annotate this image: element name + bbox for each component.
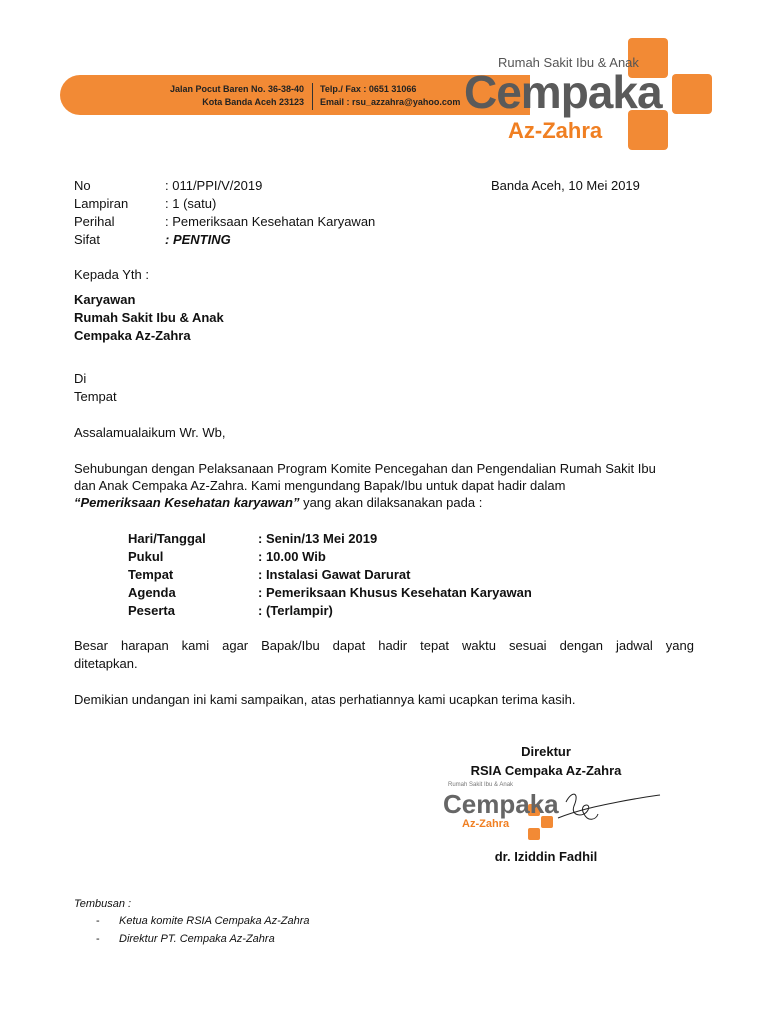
tembusan-bullet-2: - bbox=[96, 933, 100, 945]
tempat-label: Tempat bbox=[128, 567, 174, 582]
brand-subname: Az-Zahra bbox=[508, 118, 603, 143]
peserta-label: Peserta bbox=[128, 603, 175, 618]
no-value: : 011/PPI/V/2019 bbox=[165, 178, 263, 193]
sifat-label: Sifat bbox=[74, 232, 101, 247]
perihal-label: Perihal bbox=[74, 214, 115, 229]
stamp-brand-name: Cempaka bbox=[443, 789, 559, 819]
letterhead-divider bbox=[312, 83, 313, 110]
tembusan-bullet-1: - bbox=[96, 915, 100, 927]
lampiran-value: : 1 (satu) bbox=[165, 196, 217, 211]
sifat-value: : PENTING bbox=[165, 232, 231, 247]
para1-line-3 bbox=[74, 494, 482, 512]
tembusan-item-2: Direktur PT. Cempaka Az-Zahra bbox=[119, 933, 275, 945]
para2-line-2: ditetapkan. bbox=[74, 656, 138, 671]
peserta-value: : (Terlampir) bbox=[258, 603, 333, 618]
letterhead-contact bbox=[320, 83, 460, 109]
stamp-brand-sub: Az-Zahra bbox=[462, 818, 510, 830]
agenda-label: Agenda bbox=[128, 585, 176, 600]
pukul-label: Pukul bbox=[128, 549, 164, 564]
perihal-value: : Pemeriksaan Kesehatan Karyawan bbox=[165, 214, 376, 229]
para3: Demikian undangan ini kami sampaikan, atas perhatiannya kami ucapkan terima kasih. bbox=[74, 692, 576, 707]
address-line-1: Jalan Pocut Baren No. 36-38-40 bbox=[169, 84, 304, 94]
recipient-line-3: Cempaka Az-Zahra bbox=[74, 328, 191, 343]
hari-value: : Senin/13 Mei 2019 bbox=[258, 531, 378, 546]
brand-tagline: Rumah Sakit Ibu & Anak bbox=[498, 55, 639, 70]
para2-line-1: Besar harapan kami agar Bapak/Ibu dapat hadir tepat waktu sesuai dengan jadwal yang bbox=[74, 638, 694, 653]
recipient-line-1: Karyawan bbox=[74, 292, 136, 307]
event-title-quote: “Pemeriksaan Kesehatan karyawan” bbox=[74, 495, 300, 510]
address-line-2: Kota Banda Aceh 23123 bbox=[202, 97, 304, 107]
recipient-line-2: Rumah Sakit Ibu & Anak bbox=[74, 310, 224, 325]
signatory-name: dr. Iziddin Fadhil bbox=[494, 849, 598, 864]
para1-tail: yang akan dilaksanakan pada : bbox=[299, 495, 483, 510]
place-date: Banda Aceh, 10 Mei 2019 bbox=[491, 178, 640, 193]
greeting: Assalamualaikum Wr. Wb, bbox=[74, 425, 226, 440]
stamp-small-text: Rumah Sakit Ibu & Anak bbox=[448, 782, 514, 788]
recipient-di: Di bbox=[74, 371, 87, 386]
brand-name: Cempaka bbox=[464, 66, 662, 118]
logo-square-right bbox=[672, 74, 712, 114]
pukul-value: : 10.00 Wib bbox=[258, 549, 326, 564]
para1-line-1: Sehubungan dengan Pelaksanaan Program Komite Pencegahan dan Pengendalian Rumah Sakit Ibu bbox=[74, 461, 656, 476]
tembusan-item-1: Ketua komite RSIA Cempaka Az-Zahra bbox=[119, 915, 310, 927]
letterhead-address bbox=[160, 83, 304, 109]
para1-line-2: dan Anak Cempaka Az-Zahra. Kami mengundang Bapak/Ibu untuk dapat hadir dalam bbox=[74, 478, 566, 493]
phone-fax: Telp./ Fax : 0651 31066 bbox=[320, 84, 417, 94]
no-label: No bbox=[74, 178, 91, 193]
tembusan-label: Tembusan : bbox=[74, 898, 132, 910]
agenda-value: : Pemeriksaan Khusus Kesehatan Karyawan bbox=[258, 585, 532, 600]
signatory-org: RSIA Cempaka Az-Zahra bbox=[470, 763, 622, 778]
signatory-title: Direktur bbox=[521, 744, 571, 759]
email: Email : rsu_azzahra@yahoo.com bbox=[320, 97, 461, 107]
recipient-tempat: Tempat bbox=[74, 389, 117, 404]
kepada-yth: Kepada Yth : bbox=[74, 267, 149, 282]
lampiran-label: Lampiran bbox=[74, 196, 129, 211]
tempat-value: : Instalasi Gawat Darurat bbox=[258, 567, 411, 582]
hari-label: Hari/Tanggal bbox=[128, 531, 206, 546]
